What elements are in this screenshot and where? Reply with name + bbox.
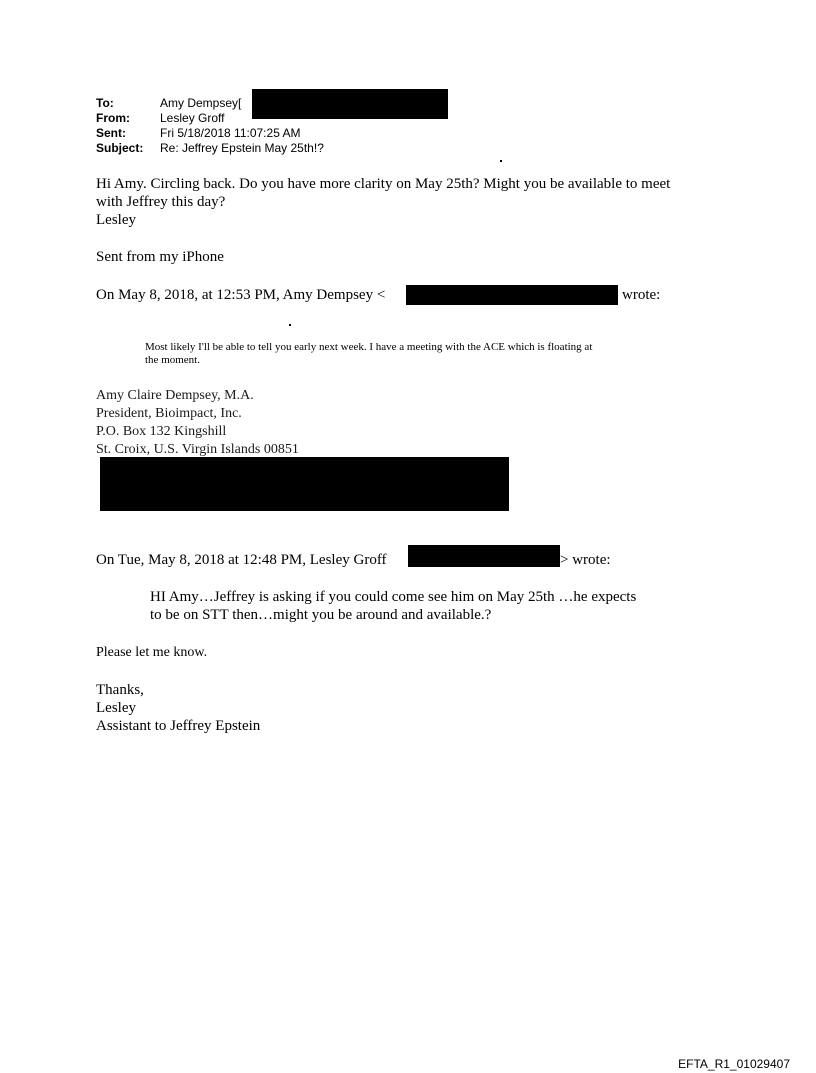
subject-label: Subject:	[96, 141, 144, 155]
redaction-amy-email	[406, 285, 618, 305]
sent-value: Fri 5/18/2018 11:07:25 AM	[160, 126, 301, 140]
stray-dot	[500, 160, 502, 162]
assistant-role: Assistant to Jeffrey Epstein	[96, 718, 261, 734]
sent-from-line: Sent from my iPhone	[96, 249, 224, 265]
message-line-2: with Jeffrey this day?	[96, 194, 226, 210]
redaction-signature-contact	[100, 457, 509, 511]
please-let-me-know: Please let me know.	[96, 645, 208, 660]
quote2-intro: On Tue, May 8, 2018 at 12:48 PM, Lesley Groff	[96, 552, 387, 568]
quote1-wrote: wrote:	[622, 287, 661, 303]
quote2-text-line-1: HI Amy…Jeffrey is asking if you could come see him on May 25th …he expects	[150, 589, 637, 605]
quote1-text-line-2: the moment.	[145, 354, 200, 366]
from-value: Lesley Groff	[160, 111, 225, 125]
redaction-lesley-email	[408, 545, 560, 567]
thanks-line: Thanks,	[96, 682, 144, 698]
signature-title: President, Bioimpact, Inc.	[96, 406, 242, 421]
quote2-wrote: > wrote:	[560, 552, 611, 568]
stray-dot-2	[289, 324, 291, 326]
quote1-intro: On May 8, 2018, at 12:53 PM, Amy Dempsey <	[96, 287, 386, 303]
to-value: Amy Dempsey[	[160, 96, 242, 110]
subject-value: Re: Jeffrey Epstein May 25th!?	[160, 141, 324, 155]
sent-label: Sent:	[96, 126, 126, 140]
signature-name: Amy Claire Dempsey, M.A.	[96, 388, 254, 403]
signature-address-1: P.O. Box 132 Kingshill	[96, 424, 227, 439]
from-label: From:	[96, 111, 130, 125]
message-signoff: Lesley	[96, 212, 136, 228]
to-label: To:	[96, 96, 114, 110]
signature-address-2: St. Croix, U.S. Virgin Islands 00851	[96, 442, 299, 457]
document-id: EFTA_R1_01029407	[678, 1057, 790, 1071]
redaction-to-email	[252, 89, 448, 119]
quote1-text-line-1: Most likely I'll be able to tell you early next week. I have a meeting with the ACE which is floating at	[145, 341, 593, 353]
lesley-name: Lesley	[96, 700, 136, 716]
quote2-text-line-2: to be on STT then…might you be around and available.?	[150, 607, 492, 623]
message-line-1: Hi Amy. Circling back. Do you have more clarity on May 25th? Might you be available to meet	[96, 176, 671, 192]
